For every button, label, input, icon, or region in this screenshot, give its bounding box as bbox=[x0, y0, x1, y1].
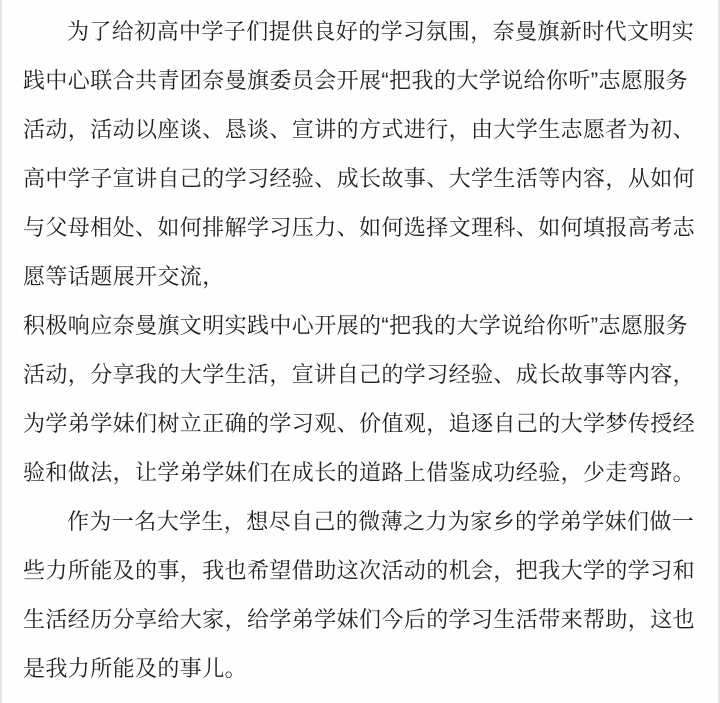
paragraph-personal-motivation: 作为一名大学生，想尽自己的微薄之力为家乡的学弟学妹们做一些力所能及的事，我也希望借助这次活动的机会，把我大学的学习和生活经历分享给大家，给学弟学妹们今后的学习生活带来帮助，这也是我力所能及的事儿。 bbox=[23, 509, 696, 681]
article-body bbox=[23, 7, 697, 693]
paragraph-activity-intro: 为了给初高中学子们提供良好的学习氛围，奈曼旗新时代文明实践中心联合共青团奈曼旗委员会开展“把我的大学说给你听”志愿服务活动，活动以座谈、恳谈、宣讲的方式进行，由大学生志愿者为初、高中学子宣讲自己的学习经验、成长故事、大学生活等内容，从如何与父母相处、如何排解学习压力、如何选择文理科、如何填报高考志愿等话题展开交流， bbox=[23, 19, 696, 289]
paragraph-response-statement: 积极响应奈曼旗文明实践中心开展的“把我的大学说给你听”志愿服务活动，分享我的大学生活，宣讲自己的学习经验、成长故事等内容，为学弟学妹们树立正确的学习观、价值观，追逐自己的大学梦传授经验和做法，让学弟学妹们在成长的道路上借鉴成功经验，少走弯路。 bbox=[23, 313, 696, 485]
